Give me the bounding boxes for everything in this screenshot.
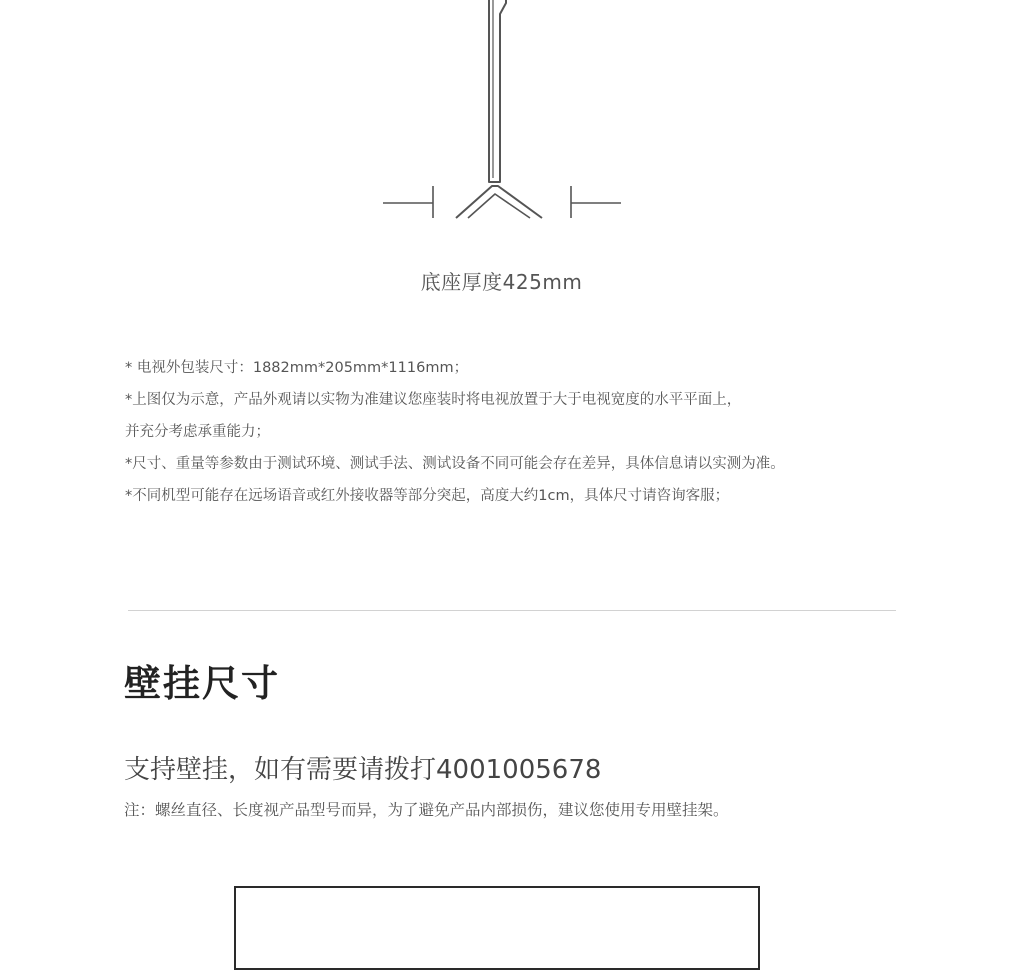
note-package-size: * 电视外包装尺寸：1882mm*205mm*1116mm； [125, 360, 469, 376]
tv-panel-outline [489, 0, 506, 182]
tv-base-inner [468, 194, 530, 218]
section-divider [128, 610, 896, 611]
section-title-wall-mount: 壁挂尺寸 [124, 662, 280, 705]
tv-base-outline [456, 186, 542, 218]
wall-mount-diagram-frame [234, 886, 760, 970]
note-measurement-variance: *尺寸、重量等参数由于测试环境、测试手法、测试设备不同可能会存在差异，具体信息请以实测为准。 [125, 456, 785, 472]
note-protrusion: *不同机型可能存在远场语音或红外接收器等部分突起，高度大约1cm，具体尺寸请咨询客服； [125, 488, 730, 504]
note-illustration-disclaimer: *上图仅为示意，产品外观请以实物为准建议您座装时将电视放置于大于电视宽度的水平平面上， [125, 392, 742, 408]
notes-list [125, 356, 905, 516]
base-depth-label: 底座厚度425mm [420, 270, 583, 294]
note-load-bearing: 并充分考虑承重能力； [125, 424, 270, 440]
tv-side-profile-diagram [380, 0, 624, 225]
wall-mount-support-text: 支持壁挂，如有需要请拨打4001005678 [124, 755, 602, 785]
wall-mount-note: 注：螺丝直径、长度视产品型号而异，为了避免产品内部损伤，建议您使用专用壁挂架。 [124, 801, 729, 819]
